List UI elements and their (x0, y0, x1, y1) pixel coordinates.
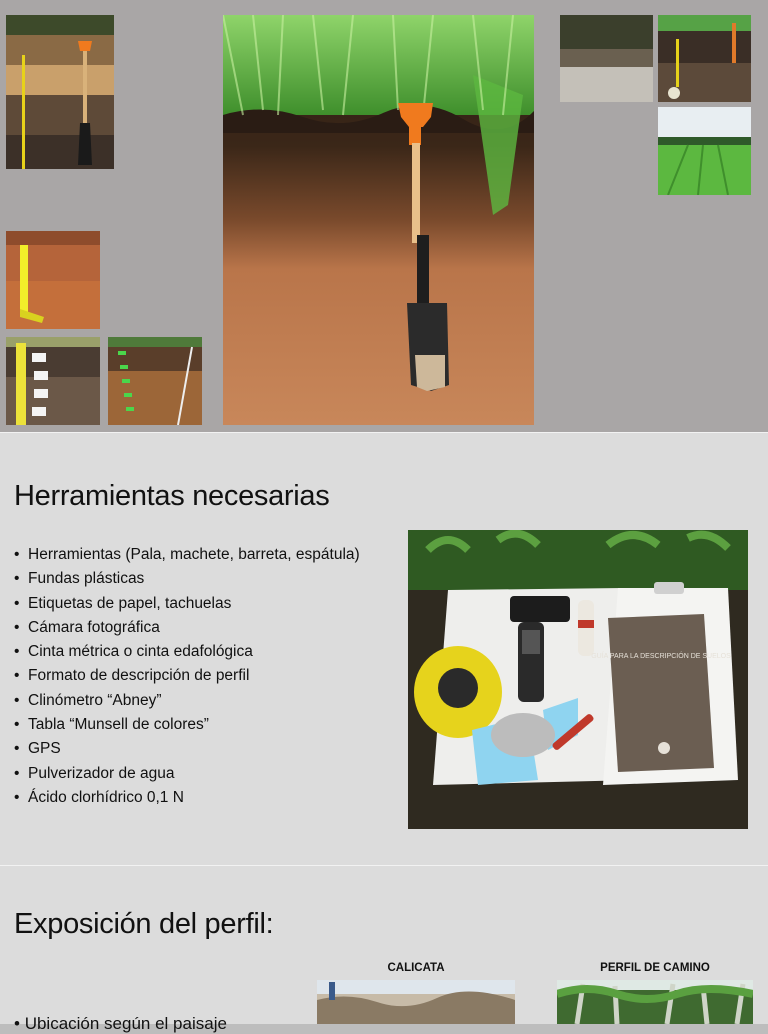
list-item: • Clinómetro “Abney” (14, 691, 162, 709)
slide-profile-exposure (0, 866, 768, 1033)
book-cover-text: GUÍA PARA LA DESCRIPCIÓN DE SUELOS (591, 653, 731, 660)
slide-tools (0, 433, 768, 865)
list-item: • Etiquetas de papel, tachuelas (14, 594, 232, 612)
tools-list (14, 543, 360, 810)
soil-profile-photo-4 (108, 337, 202, 425)
list-item: • Fundas plásticas (14, 570, 145, 588)
caption-road-profile: PERFIL DE CAMINO (600, 962, 710, 974)
caption-calicata: CALICATA (387, 962, 445, 974)
exposure-bullet: • Ubicación según el paisaje (14, 1014, 227, 1033)
list-item: • Herramientas (Pala, machete, barreta, espátula) (14, 546, 360, 563)
list-item: • Ácido clorhídrico 0,1 N (14, 788, 184, 806)
soil-profile-photo-2 (6, 231, 100, 329)
road-profile-photo (560, 15, 653, 102)
list-item: • Formato de descripción de perfil (14, 667, 250, 685)
list-item: • Tabla “Munsell de colores” (14, 716, 209, 734)
field-landscape-photo (658, 107, 751, 195)
calicata-photo (317, 980, 515, 1024)
soil-profile-photo-3 (6, 337, 100, 425)
list-item: • Pulverizador de agua (14, 764, 175, 782)
slide-photo-collage (0, 0, 768, 432)
road-profile-photo (557, 980, 753, 1024)
pit-profile-photo (658, 15, 751, 102)
tools-photo (408, 530, 748, 829)
slide-title: Herramientas necesarias (14, 480, 330, 512)
list-item: • GPS (14, 740, 61, 758)
soil-profile-photo-1 (6, 15, 114, 169)
list-item: • Cámara fotográfica (14, 618, 160, 636)
slide-title: Exposición del perfil: (14, 908, 274, 940)
soil-profile-main-photo (223, 15, 534, 425)
list-item: • Cinta métrica o cinta edafológica (14, 643, 253, 661)
